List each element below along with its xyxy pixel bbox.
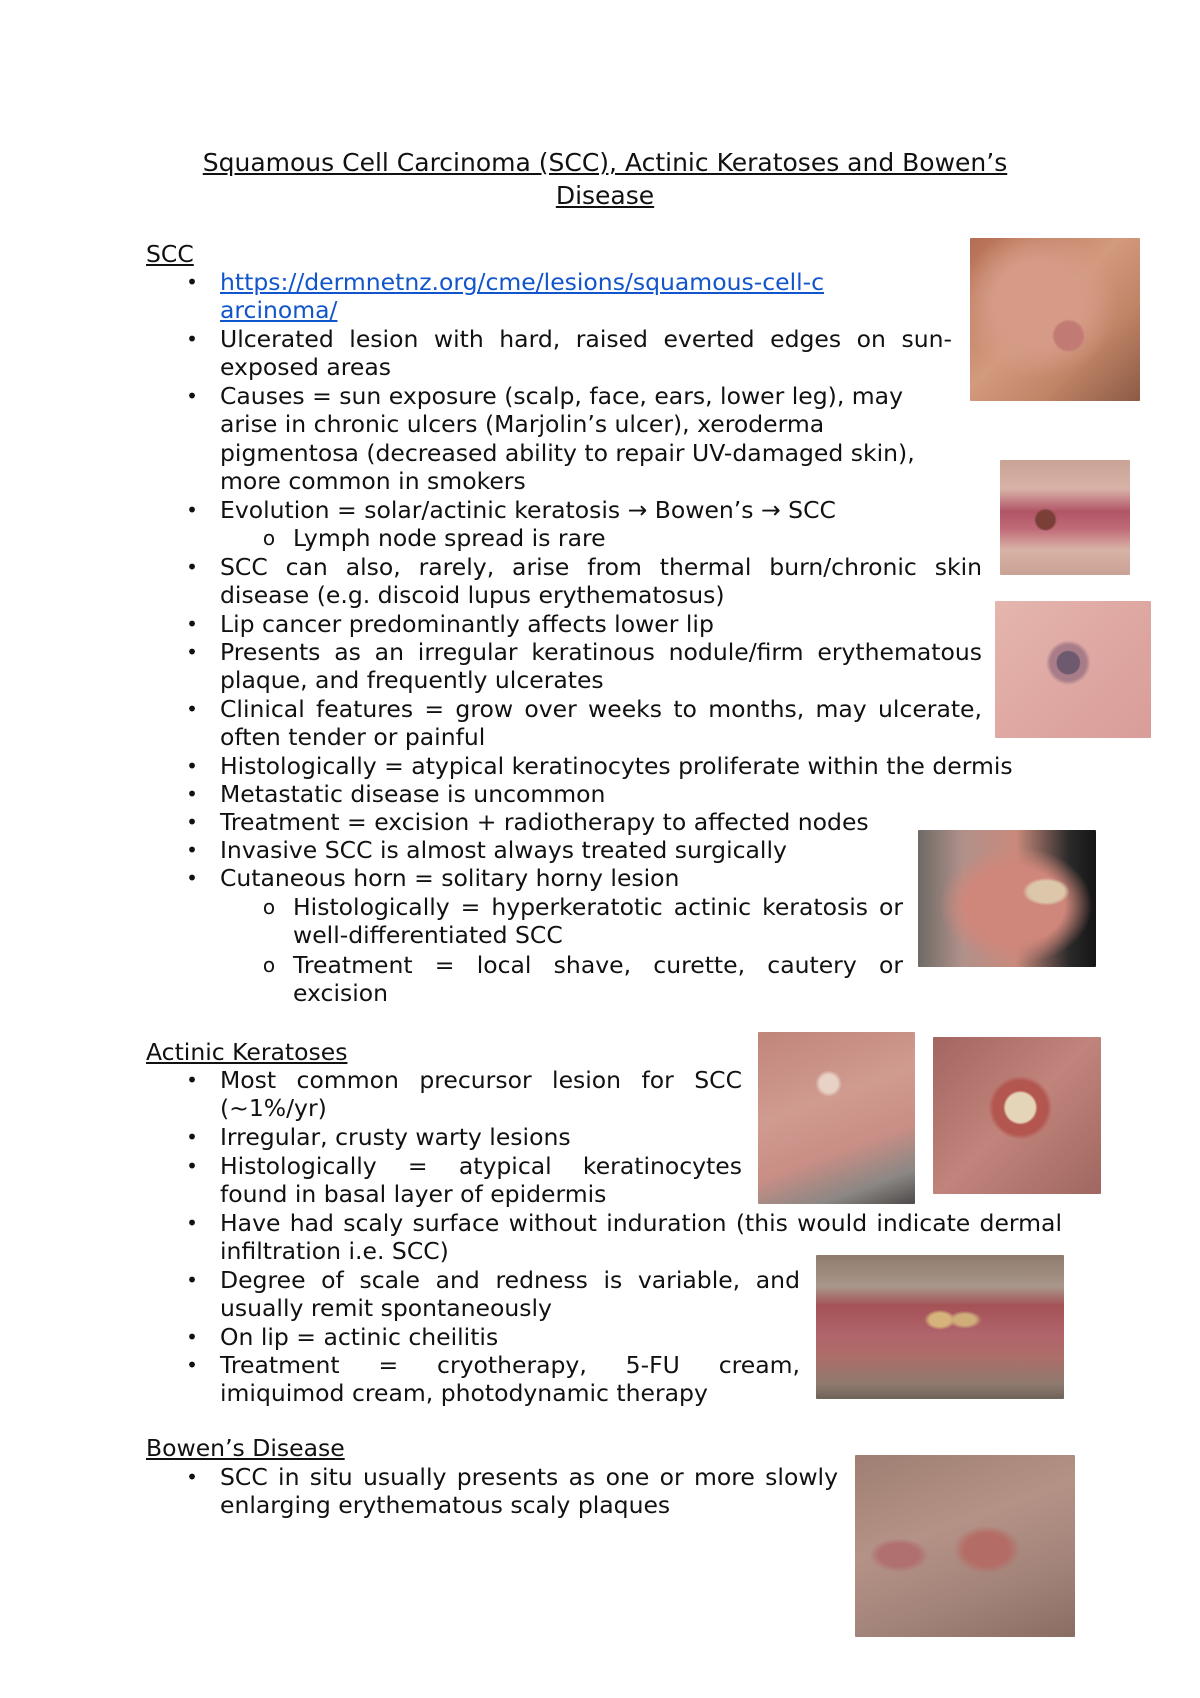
list-item-text: Have had scaly surface without induration (this would indicate dermal infiltration i.e. SCC)	[220, 1209, 1062, 1266]
bullet: •	[186, 498, 198, 522]
list-item-text: Treatment = local shave, curette, cautery or excision	[293, 951, 903, 1008]
list-item-text: Clinical features = grow over weeks to months, may ulcerate, often tender or painful	[220, 695, 982, 752]
list-item	[186, 638, 982, 695]
list-item	[186, 268, 832, 325]
list-item-text: Ulcerated lesion with hard, raised everted edges on sun-exposed areas	[220, 325, 952, 382]
bullet: •	[186, 838, 198, 862]
bullet: •	[186, 1268, 198, 1292]
list-item-text: SCC in situ usually presents as one or more slowly enlarging erythematous scaly plaques	[220, 1463, 838, 1520]
list-item-text: Histologically = atypical keratinocytes proliferate within the dermis	[220, 752, 1013, 780]
bullet: •	[186, 697, 198, 721]
cutaneous-horn-photo	[918, 830, 1096, 967]
list-item	[186, 780, 940, 808]
list-item	[186, 553, 982, 610]
list-item	[186, 1351, 800, 1408]
list-item-text: On lip = actinic cheilitis	[220, 1323, 499, 1351]
bullet: •	[186, 866, 198, 890]
list-item	[186, 1323, 780, 1351]
list-item-text: Evolution = solar/actinic keratosis → Bowen’s → SCC	[220, 496, 836, 524]
bullet: •	[186, 327, 198, 351]
list-item-text: Treatment = excision + radiotherapy to affected nodes	[220, 808, 869, 836]
list-item	[186, 836, 920, 864]
list-item-text: Irregular, crusty warty lesions	[220, 1123, 571, 1151]
list-item	[186, 808, 940, 836]
list-item	[186, 752, 1100, 780]
list-item	[186, 695, 982, 752]
list-item-sub	[262, 524, 893, 552]
bullet: •	[186, 1154, 198, 1178]
list-item-text: Lip cancer predominantly affects lower lip	[220, 610, 714, 638]
list-item-sub	[262, 951, 903, 1008]
bullet: •	[186, 640, 198, 664]
bullet: •	[186, 1211, 198, 1235]
bullet: •	[186, 612, 198, 636]
list-item-text: Cutaneous horn = solitary horny lesion	[220, 864, 680, 892]
sub-bullet: o	[262, 895, 276, 919]
skin-nodule-photo	[995, 601, 1151, 738]
bullet: •	[186, 1125, 198, 1149]
list-item	[186, 1463, 838, 1520]
bullet: •	[186, 384, 198, 408]
list-item	[186, 1066, 742, 1123]
lip-scc-photo	[1000, 460, 1130, 575]
list-item-text: Histologically = hyperkeratotic actinic keratosis or well-differentiated SCC	[293, 893, 903, 950]
section-heading-actinic-keratoses: Actinic Keratoses	[146, 1038, 348, 1066]
section-heading-bowens-disease: Bowen’s Disease	[146, 1434, 345, 1462]
list-item	[186, 325, 952, 382]
list-item-text: SCC can also, rarely, arise from thermal burn/chronic skin disease (e.g. discoid lupus erythematosus)	[220, 553, 982, 610]
list-item	[186, 382, 1060, 496]
list-item	[186, 1266, 800, 1323]
bowens-disease-photo	[855, 1455, 1075, 1637]
section-heading-scc: SCC	[146, 240, 194, 268]
list-item-text: Invasive SCC is almost always treated surgically	[220, 836, 787, 864]
bullet: •	[186, 1465, 198, 1489]
bullet: •	[186, 782, 198, 806]
list-item	[186, 864, 900, 892]
list-item-text: Lymph node spread is rare	[293, 524, 606, 552]
list-item-text: Presents as an irregular keratinous nodule/firm erythematous plaque, and frequently ulcerates	[220, 638, 982, 695]
ear-scc-photo	[970, 238, 1140, 401]
bullet: •	[186, 754, 198, 778]
dermnet-link[interactable]: https://dermnetnz.org/cme/lesions/squamous-cell-carcinoma/	[220, 268, 825, 325]
list-item	[186, 1123, 780, 1151]
list-item-text: Degree of scale and redness is variable, and usually remit spontaneously	[220, 1266, 800, 1323]
bullet: •	[186, 1353, 198, 1377]
actinic-keratosis-lesion-photo	[933, 1037, 1101, 1194]
list-item-text: Treatment = cryotherapy, 5-FU cream, imiquimod cream, photodynamic therapy	[220, 1351, 800, 1408]
list-item	[186, 1152, 742, 1209]
page-title	[146, 146, 1064, 212]
actinic-keratosis-scalp-photo	[758, 1032, 915, 1204]
title-line-1: Squamous Cell Carcinoma (SCC), Actinic Keratoses and Bowen’s	[202, 148, 1008, 177]
list-item-text: Most common precursor lesion for SCC (~1%/yr)	[220, 1066, 742, 1123]
bullet: •	[186, 810, 198, 834]
title-line-2: Disease	[555, 181, 655, 210]
list-item-text: Causes = sun exposure (scalp, face, ears, lower leg), may arise in chronic ulcers (Marjolin’s ulcer), xeroderma pigmentosa (decreased ability to repair UV-damaged skin), more common in smokers	[220, 382, 915, 496]
bullet: •	[186, 1325, 198, 1349]
sub-bullet: o	[262, 953, 276, 977]
bullet: •	[186, 555, 198, 579]
sub-bullet: o	[262, 526, 276, 550]
actinic-cheilitis-photo	[816, 1255, 1064, 1399]
list-item	[186, 610, 960, 638]
bullet: •	[186, 270, 198, 294]
list-item	[186, 496, 940, 524]
bullet: •	[186, 1068, 198, 1092]
list-item-text: Metastatic disease is uncommon	[220, 780, 606, 808]
list-item-text: Histologically = atypical keratinocytes found in basal layer of epidermis	[220, 1152, 742, 1209]
list-item-sub	[262, 893, 903, 950]
